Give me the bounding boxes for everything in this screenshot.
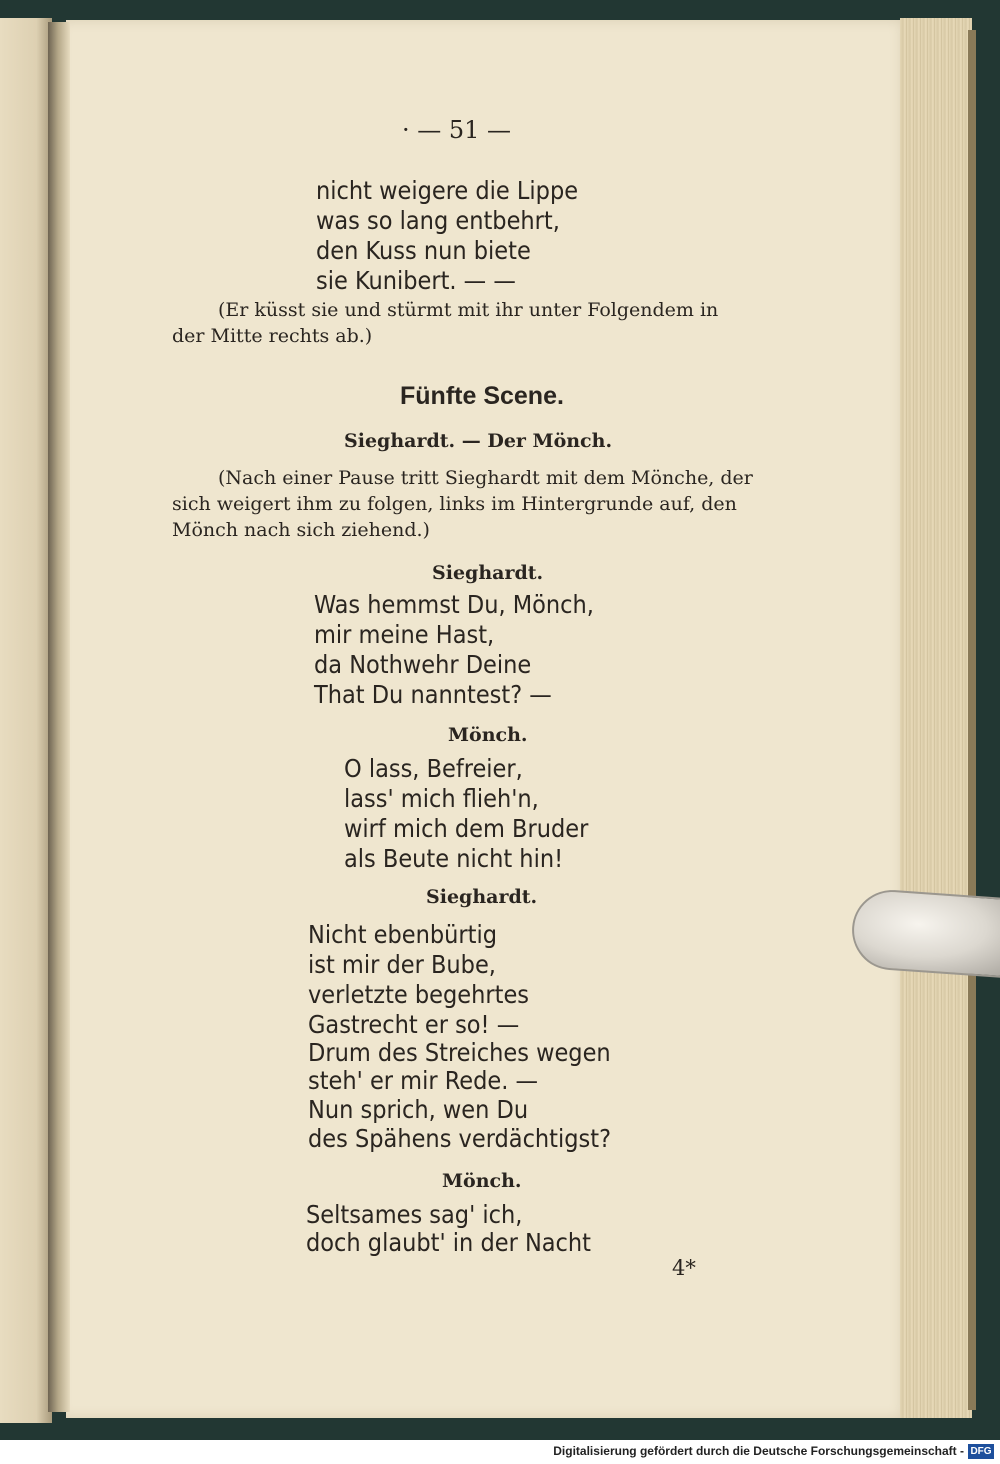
stage-direction: Mönch nach sich ziehend.): [172, 519, 430, 541]
verse-line: steh' er mir Rede. —: [308, 1066, 538, 1095]
verse-line: nicht weigere die Lippe: [316, 176, 579, 205]
footer-bar: [0, 1440, 1000, 1464]
verse-line: was so lang entbehrt,: [316, 206, 560, 235]
verse-line: den Kuss nun biete: [316, 236, 531, 265]
verse-line: ist mir der Bube,: [308, 950, 496, 979]
verse-line: That Du nanntest? —: [314, 680, 552, 709]
book-gutter: [48, 22, 70, 1412]
verse-line: lass' mich flieh'n,: [344, 784, 539, 813]
page-number: · — 51 —: [402, 116, 512, 144]
verse-line: sie Kunibert. — —: [316, 266, 516, 295]
signature-mark: 4*: [672, 1256, 696, 1280]
scene-title: Fünfte Scene.: [400, 382, 564, 410]
verse-line: doch glaubt' in der Nacht: [306, 1228, 591, 1257]
verse-line: Was hemmst Du, Mönch,: [314, 590, 594, 619]
speaker-name: Mönch.: [448, 724, 528, 746]
verse-line: Nicht ebenbürtig: [308, 920, 498, 949]
stage-direction: (Nach einer Pause tritt Sieghardt mit dem Mönche, der: [218, 467, 753, 489]
verse-line: des Spähens verdächtigst?: [308, 1124, 612, 1153]
verse-line: Nun sprich, wen Du: [308, 1095, 529, 1124]
stage-direction: der Mitte rechts ab.): [172, 325, 373, 347]
verse-line: als Beute nicht hin!: [344, 844, 564, 873]
verse-line: Drum des Streiches wegen: [308, 1038, 611, 1067]
dfg-logo: DFG: [968, 1444, 994, 1459]
funding-credit: Digitalisierung gefördert durch die Deutsche Forschungsgemeinschaft -: [553, 1444, 964, 1458]
speaker-name: Mönch.: [442, 1170, 522, 1192]
page-clip-holder: [849, 887, 1000, 978]
stage-direction: sich weigert ihm zu folgen, links im Hintergrunde auf, den: [172, 493, 737, 515]
edge-shadow: [968, 30, 976, 1410]
left-page-edge: [0, 18, 52, 1423]
verse-line: O lass, Befreier,: [344, 754, 523, 783]
page-edges: [900, 18, 972, 1418]
stage-direction: (Er küsst sie und stürmt mit ihr unter Folgendem in: [218, 299, 719, 321]
verse-line: Seltsames sag' ich,: [306, 1200, 523, 1229]
verse-line: wirf mich dem Bruder: [344, 814, 589, 843]
speaker-name: Sieghardt.: [432, 562, 544, 584]
speaker-name: Sieghardt.: [426, 886, 538, 908]
verse-line: mir meine Hast,: [314, 620, 495, 649]
verse-line: verletzte begehrtes: [308, 980, 530, 1009]
verse-line: da Nothwehr Deine: [314, 650, 532, 679]
character-list: Sieghardt. — Der Mönch.: [344, 430, 613, 452]
verse-line: Gastrecht er so! —: [308, 1010, 520, 1039]
